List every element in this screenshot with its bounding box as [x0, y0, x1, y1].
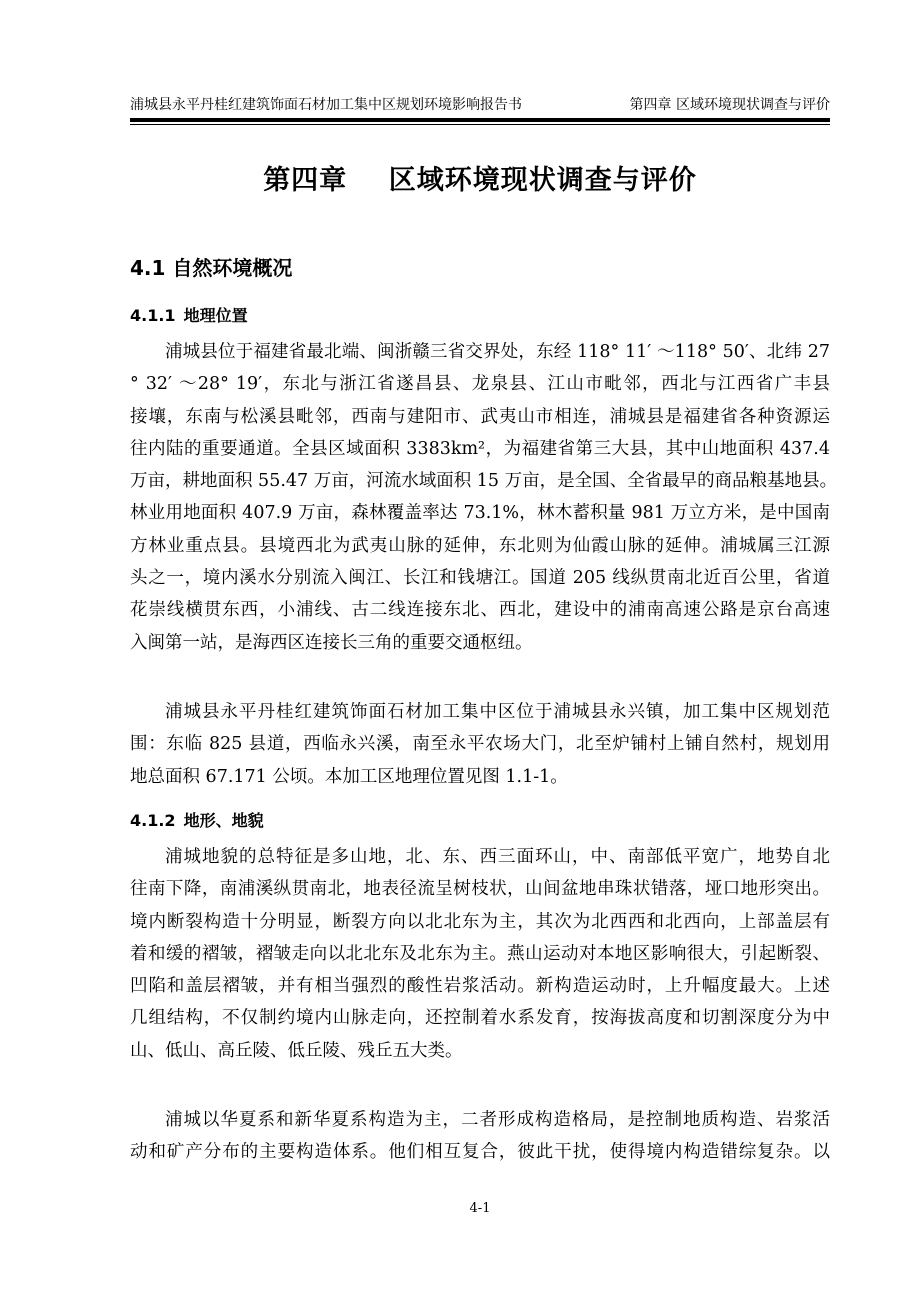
paragraph-terrain: [130, 841, 830, 1067]
paragraph-location: [130, 336, 838, 659]
header-rule-thin: [130, 124, 830, 125]
header-chapter-title: 第四章 区域环境现状调查与评价: [629, 97, 830, 113]
subsection-heading-terrain: [130, 808, 264, 831]
text-line: 花崇线横贯东西，小浦线、古二线连接东北、西北，建设中的浦南高速公路是京台高速: [130, 600, 830, 621]
text-line: 几组结构，不仅制约境内山脉走向，还控制着水系发育，按海拔高度和切割深度分为中: [130, 1008, 830, 1029]
header-document-title: 浦城县永平丹桂红建筑饰面石材加工集中区规划环境影响报告书: [130, 97, 522, 113]
text-line: 地总面积 67.171 公顷。本加工区地理位置见图 1.1-1。: [130, 766, 568, 787]
chapter-title: 第四章 区域环境现状调查与评价: [263, 165, 697, 196]
subsection-number: 4.1.1: [130, 306, 176, 325]
text-line: 浦城以华夏系和新华夏系构造为主，二者形成构造格局，是控制地质构造、岩浆活: [165, 1110, 830, 1130]
header-rule-thick: [130, 118, 830, 122]
running-header: [130, 94, 830, 114]
text-line: 林业用地面积 407.9 万亩，森林覆盖率达 73.1%，林木蓄积量 981 万立方米，是中国南: [130, 503, 830, 524]
text-line: 头之一，境内溪水分别流入闽江、长江和钱塘江。国道 205 线纵贯南北近百公里，省道: [130, 568, 830, 589]
paragraph-geology: [130, 1104, 830, 1169]
text-line: 浦城县位于福建省最北端、闽浙赣三省交界处，东经 118° 11′ ～118° 50′、北纬 27: [165, 342, 830, 362]
section-title: 自然环境概况: [172, 256, 293, 280]
section-number: 4.1: [130, 256, 166, 280]
text-line: 着和缓的褶皱，褶皱走向以北北东及北东为主。燕山运动对本地区影响很大，引起断裂、: [130, 943, 830, 964]
text-line: 往内陆的重要通道。全县区域面积 3383km²，为福建省第三大县，其中山地面积 437.4: [130, 438, 830, 459]
section-heading: [130, 252, 292, 281]
text-line: 围：东临 825 县道，西临永兴溪，南至永平农场大门，北至炉铺村上铺自然村，规划用: [130, 734, 830, 755]
text-line: 山、低山、高丘陵、低丘陵、残丘五大类。: [130, 1040, 463, 1061]
subsection-title: 地理位置: [183, 306, 248, 325]
text-line: 万亩，耕地面积 55.47 万亩，河流水域面积 15 万亩，是全国、全省最早的商品粮基地县。: [130, 471, 838, 492]
text-line: 接壤，东南与松溪县毗邻，西南与建阳市、武夷山市相连，浦城县是福建省各种资源运: [130, 406, 830, 427]
text-line: 往南下降，南浦溪纵贯南北，地表径流呈树枝状，山间盆地串珠状错落，垭口地形突出。: [130, 879, 830, 900]
page-number: 4-1: [469, 1201, 491, 1216]
paragraph-planning-area: [130, 696, 830, 793]
subsection-number: 4.1.2: [130, 811, 176, 830]
text-line: 入闽第一站，是海西区连接长三角的重要交通枢纽。: [130, 632, 533, 653]
subsection-heading-location: [130, 303, 248, 326]
text-line: 境内断裂构造十分明显，断裂方向以北北东为主，其次为北西西和北西向，上部盖层有: [130, 911, 830, 932]
text-line: 浦城县永平丹桂红建筑饰面石材加工集中区位于浦城县永兴镇，加工集中区规划范: [165, 702, 830, 722]
text-line: ° 32′ ～28° 19′，东北与浙江省遂昌县、龙泉县、江山市毗邻，西北与江西省广丰县: [130, 374, 830, 395]
subsection-title: 地形、地貌: [183, 811, 264, 830]
text-line: 动和矿产分布的主要构造体系。他们相互复合，彼此干扰，使得境内构造错综复杂。以: [130, 1142, 830, 1163]
text-line: 方林业重点县。县境西北为武夷山脉的延伸，东北则为仙霞山脉的延伸。浦城属三江源: [130, 535, 830, 556]
text-line: 浦城地貌的总特征是多山地，北、东、西三面环山，中、南部低平宽广，地势自北: [165, 847, 830, 867]
text-line: 凹陷和盖层褶皱，并有相当强烈的酸性岩浆活动。新构造运动时，上升幅度最大。上述: [130, 976, 830, 997]
